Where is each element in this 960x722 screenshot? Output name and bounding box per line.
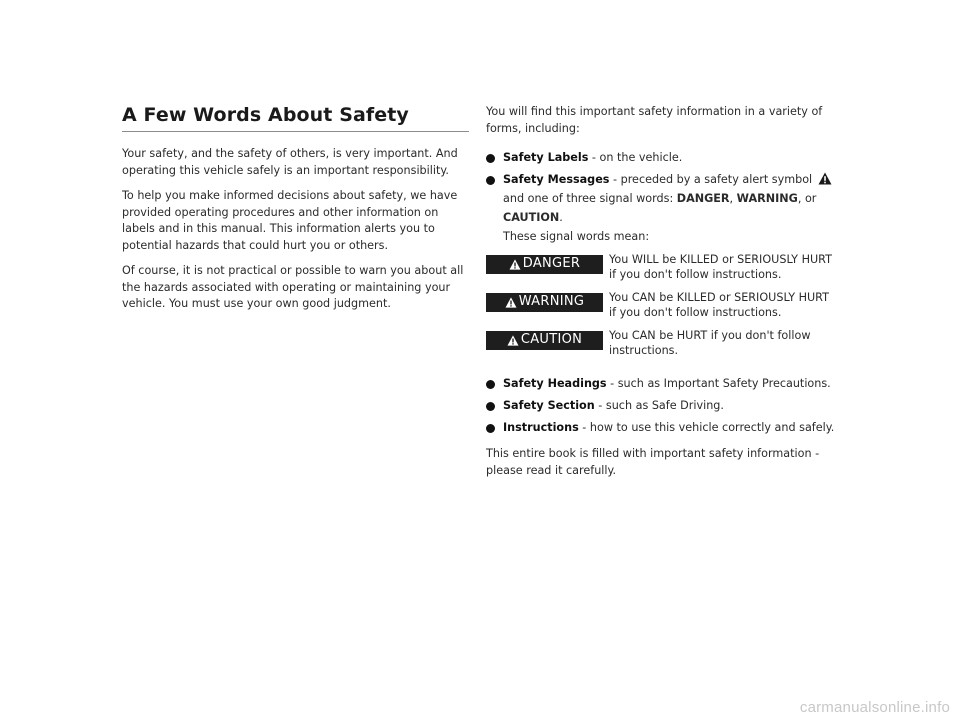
judgment-paragraph: Of course, it is not practical or possible to warn you about all the hazards associated with operating or maintaining your vehicle. You must use your own good judgment.: [122, 264, 464, 310]
bullet-label: Safety Section: [503, 399, 595, 412]
warning-triangle-icon: [818, 172, 832, 185]
left-column: [122, 104, 469, 313]
bullet-label: Safety Messages: [503, 173, 610, 186]
closing-paragraph: This entire book is filled with important safety information - please read it carefully.: [486, 447, 820, 477]
signal-word-warning: WARNING: [736, 192, 798, 205]
safety-forms-list: [486, 148, 836, 246]
badge-label: DANGER: [522, 256, 581, 272]
signal-meaning: You CAN be HURT if you don't follow instructions.: [609, 329, 811, 357]
period: .: [559, 211, 563, 224]
signal-row-danger: [486, 252, 836, 290]
bullet-text: and one of three signal words:: [503, 192, 677, 205]
decisions-paragraph: To help you make informed decisions about safety, we have provided operating procedures and other information on labels and in this manual. This information alerts you to potential hazards that could hurt you or others.: [122, 189, 458, 252]
list-item: [486, 396, 836, 415]
list-item: [486, 418, 836, 437]
separator: , or: [797, 192, 817, 205]
bullet-dot-icon: [486, 154, 495, 163]
bullet-dot-icon: [486, 380, 495, 389]
safety-forms-list-continued: [486, 374, 836, 437]
signal-word-caution: CAUTION: [503, 211, 560, 224]
warning-triangle-icon: [507, 335, 519, 346]
list-item: [486, 170, 836, 246]
bullet-label: Safety Headings: [503, 377, 607, 390]
warning-triangle-icon: [509, 259, 521, 270]
bullet-dot-icon: [486, 424, 495, 433]
bullet-label: Safety Labels: [503, 151, 589, 164]
bullet-text: - such as Safe Driving.: [594, 399, 724, 412]
signal-row-warning: [486, 290, 836, 328]
separator: ,: [729, 192, 737, 205]
bullet-text: - how to use this vehicle correctly and safely.: [578, 421, 835, 434]
signal-row-caution: [486, 328, 836, 366]
signal-meaning: You CAN be KILLED or SERIOUSLY HURT if you don't follow instructions.: [609, 291, 829, 319]
watermark: carmanualsonline.info: [799, 699, 950, 716]
signal-words-subtext: These signal words mean:: [503, 230, 650, 243]
right-column: [486, 104, 836, 479]
forms-intro: You will find this important safety information in a variety of forms, including:: [486, 105, 823, 135]
signal-meaning: You WILL be KILLED or SERIOUSLY HURT if you don't follow instructions.: [609, 253, 832, 281]
warning-badge: [486, 293, 603, 312]
list-item: [486, 374, 836, 393]
bullet-dot-icon: [486, 176, 495, 185]
bullet-dot-icon: [486, 402, 495, 411]
caution-badge: [486, 331, 603, 350]
signal-words-table: [486, 252, 836, 366]
danger-badge: [486, 255, 603, 274]
intro-paragraph: Your safety, and the safety of others, is very important. And operating this vehicle safely is an important responsibility.: [122, 147, 458, 177]
badge-label: CAUTION: [520, 332, 583, 348]
badge-label: WARNING: [518, 294, 585, 310]
bullet-text: - such as Important Safety Precautions.: [606, 377, 831, 390]
bullet-text: - on the vehicle.: [588, 151, 683, 164]
bullet-label: Instructions: [503, 421, 579, 434]
list-item: [486, 148, 836, 167]
signal-word-danger: DANGER: [676, 192, 730, 205]
bullet-text: - preceded by a safety alert symbol: [609, 173, 816, 186]
warning-triangle-icon: [505, 297, 517, 308]
page-title: A Few Words About Safety: [122, 104, 469, 132]
